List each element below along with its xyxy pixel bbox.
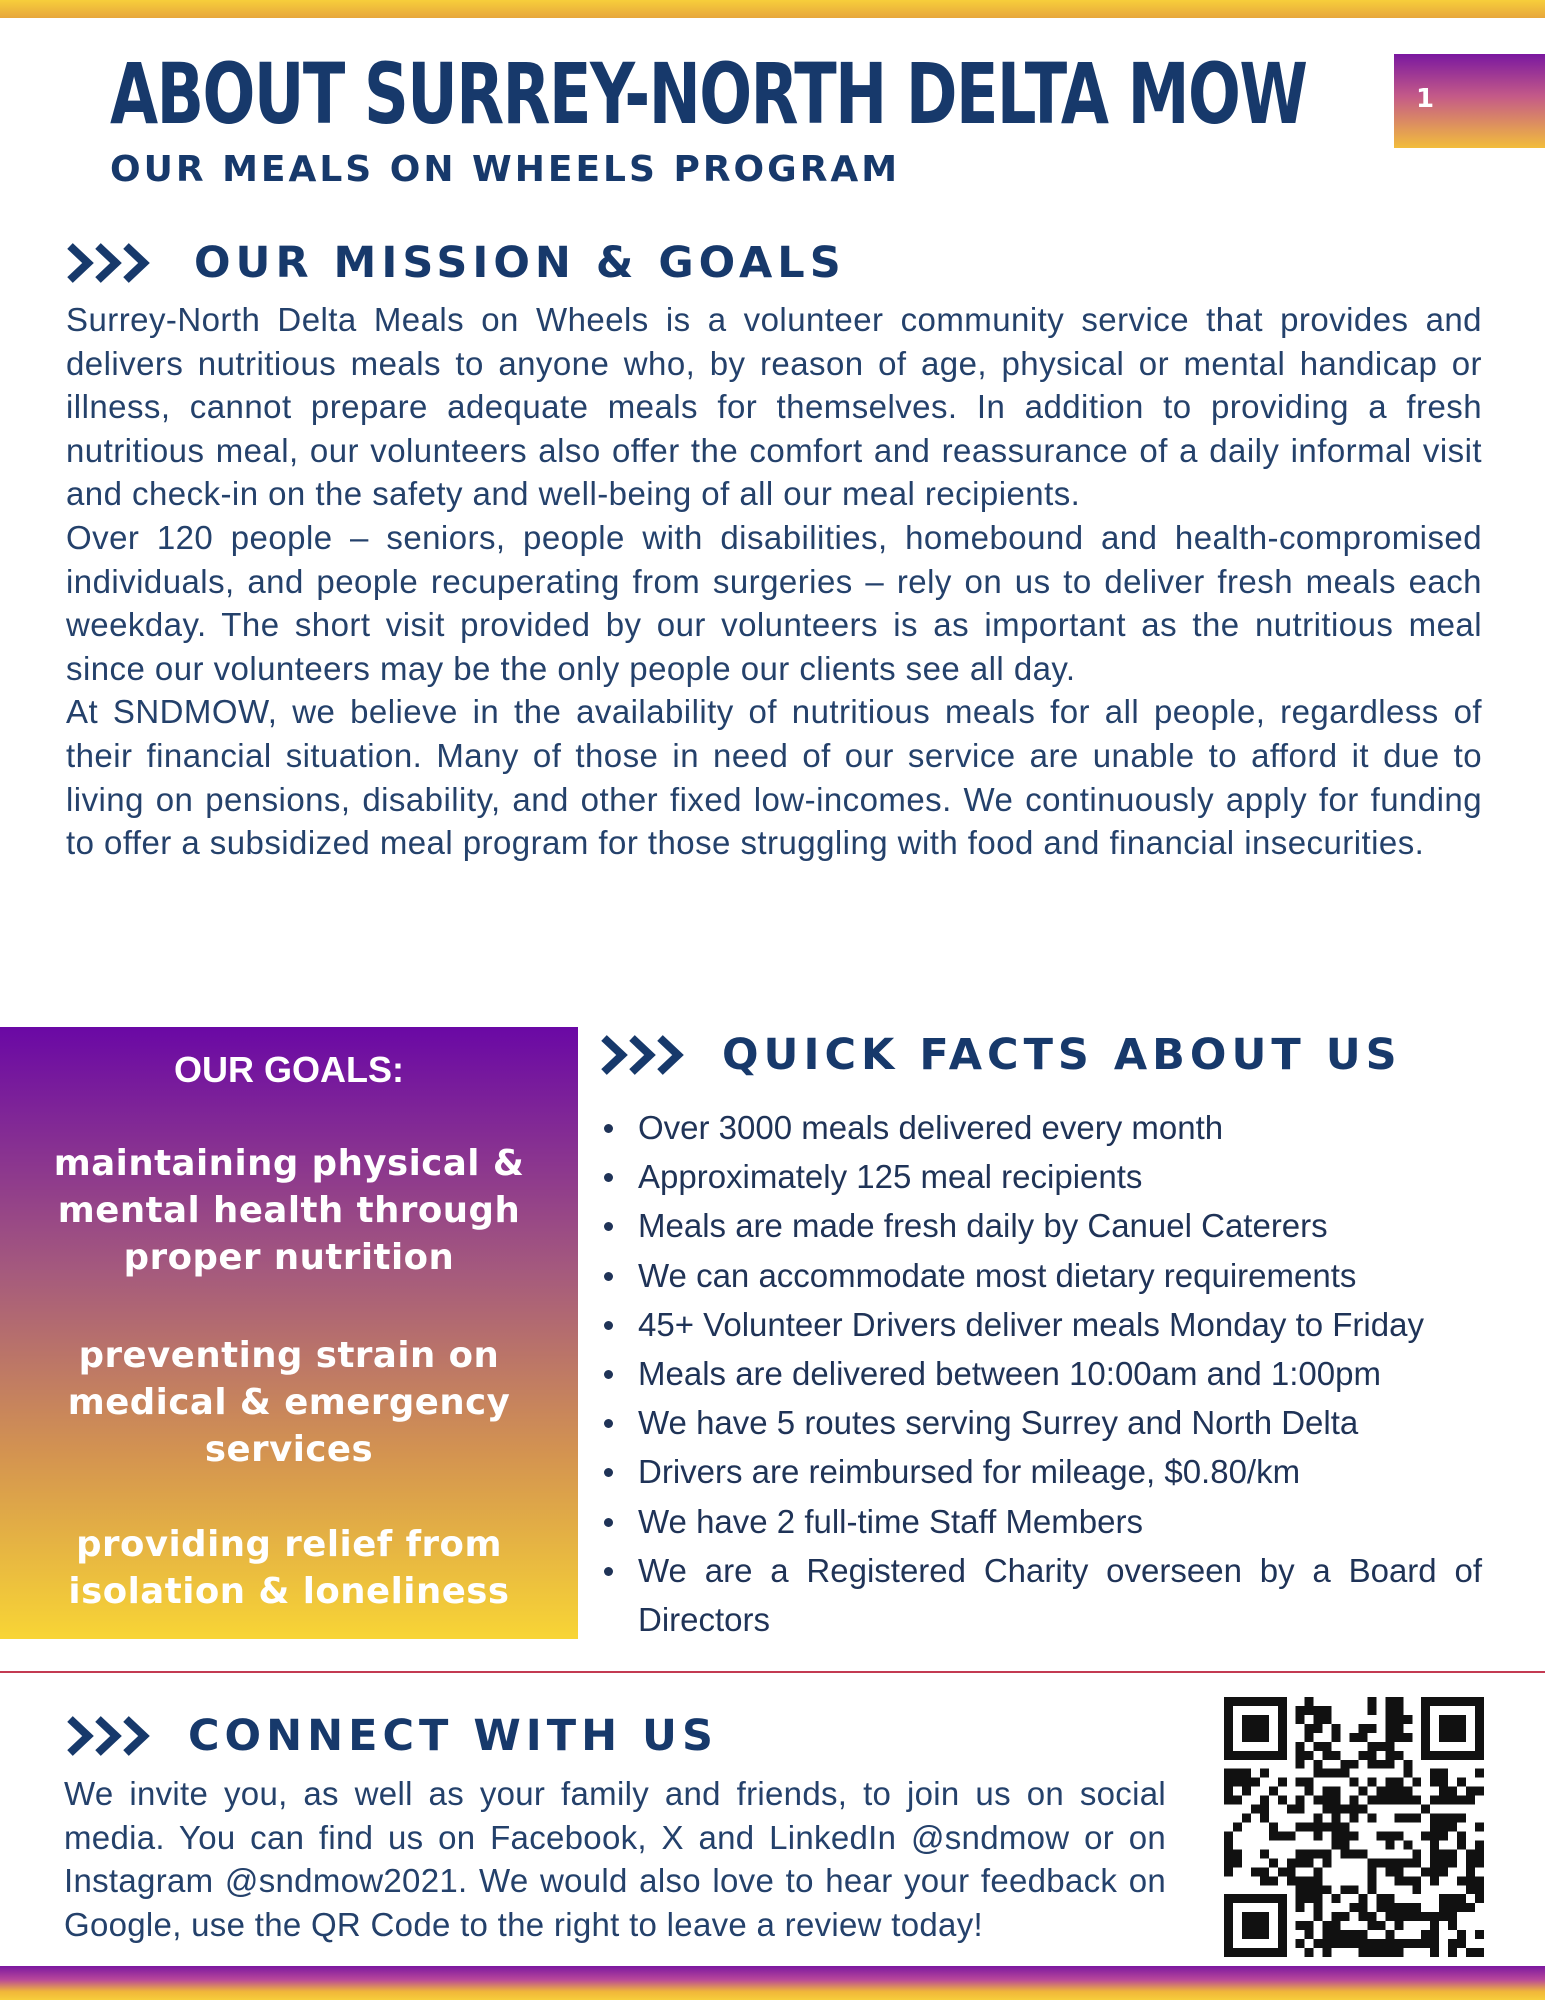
facts-list xyxy=(638,1103,1482,1644)
mission-heading-text: OUR MISSION & GOALS xyxy=(194,237,846,288)
goals-title: OUR GOALS: xyxy=(174,1049,404,1090)
list-item: Over 3000 meals delivered every month xyxy=(638,1103,1482,1152)
page-number-tab xyxy=(1394,54,1545,148)
bottom-accent-band xyxy=(0,1966,1545,2000)
mission-paragraph: Surrey-North Delta Meals on Wheels is a volunteer community service that provides and delivers nutritious meals to anyone who, by reason of age, physical or mental handicap or illness, cannot prepare adequate meals for themselves. In addition to providing a fresh nutritious meal, our volunteers also offer the comfort and reassurance of a daily informal visit and check-in on the safety and well-being of all our meal recipients. xyxy=(66,301,1482,513)
page-subtitle: OUR MEALS ON WHEELS PROGRAM xyxy=(110,149,901,190)
triple-chevron-right-icon xyxy=(598,1032,690,1078)
list-item: We are a Registered Charity overseen by a Board of Directors xyxy=(638,1546,1482,1644)
facts-heading-text: QUICK FACTS ABOUT US xyxy=(722,1029,1402,1080)
connect-body: We invite you, as well as your family and friends, to join us on social media. You can find us on Facebook, X and LinkedIn @sndmow or on Instagram @sndmow2021. We would also love to hear your feedback on Google, use the QR Code to the right to leave a review today! xyxy=(64,1775,1166,1944)
goal-item: maintaining physical & mental health through proper nutrition xyxy=(53,1143,525,1278)
list-item: 45+ Volunteer Drivers deliver meals Monday to Friday xyxy=(638,1300,1482,1349)
list-item: We have 5 routes serving Surrey and North Delta xyxy=(638,1398,1482,1447)
connect-heading xyxy=(64,1710,718,1761)
mission-body xyxy=(66,298,1482,865)
goal-item: providing relief from isolation & loneliness xyxy=(68,1524,510,1612)
mission-paragraph: At SNDMOW, we believe in the availability of nutritious meals for all people, regardless of their financial situation. Many of those in need of our service are unable to afford it due to living on pensions, disability, and other fixed low-incomes. We continuously apply for funding to offer a subsidized meal program for those struggling with food and financial insecurities. xyxy=(66,693,1482,862)
list-item: We can accommodate most dietary requirements xyxy=(638,1251,1482,1300)
list-item: Meals are made fresh daily by Canuel Caterers xyxy=(638,1201,1482,1250)
page-number: 1 xyxy=(1416,84,1435,114)
mission-heading xyxy=(64,237,846,288)
section-divider xyxy=(0,1671,1545,1673)
qr-code-icon[interactable] xyxy=(1224,1697,1484,1957)
facts-heading xyxy=(598,1029,1402,1080)
list-item: Meals are delivered between 10:00am and 1:00pm xyxy=(638,1349,1482,1398)
list-item: Drivers are reimbursed for mileage, $0.80/km xyxy=(638,1447,1482,1496)
list-item: We have 2 full-time Staff Members xyxy=(638,1497,1482,1546)
top-accent-band xyxy=(0,0,1545,18)
goals-panel xyxy=(0,1027,578,1639)
list-item: Approximately 125 meal recipients xyxy=(638,1152,1482,1201)
mission-paragraph: Over 120 people – seniors, people with disabilities, homebound and health-compromised individuals, and people recuperating from surgeries – rely on us to deliver fresh meals each weekday. The short visit provided by our volunteers is as important as the nutritious meal since our volunteers may be the only people our clients see all day. xyxy=(66,518,1482,687)
triple-chevron-right-icon xyxy=(64,240,156,286)
goal-item: preventing strain on medical & emergency services xyxy=(67,1335,511,1470)
triple-chevron-right-icon xyxy=(64,1713,156,1759)
connect-heading-text: CONNECT WITH US xyxy=(188,1710,718,1761)
page-title: ABOUT SURREY-NORTH DELTA MOW xyxy=(110,45,1307,143)
